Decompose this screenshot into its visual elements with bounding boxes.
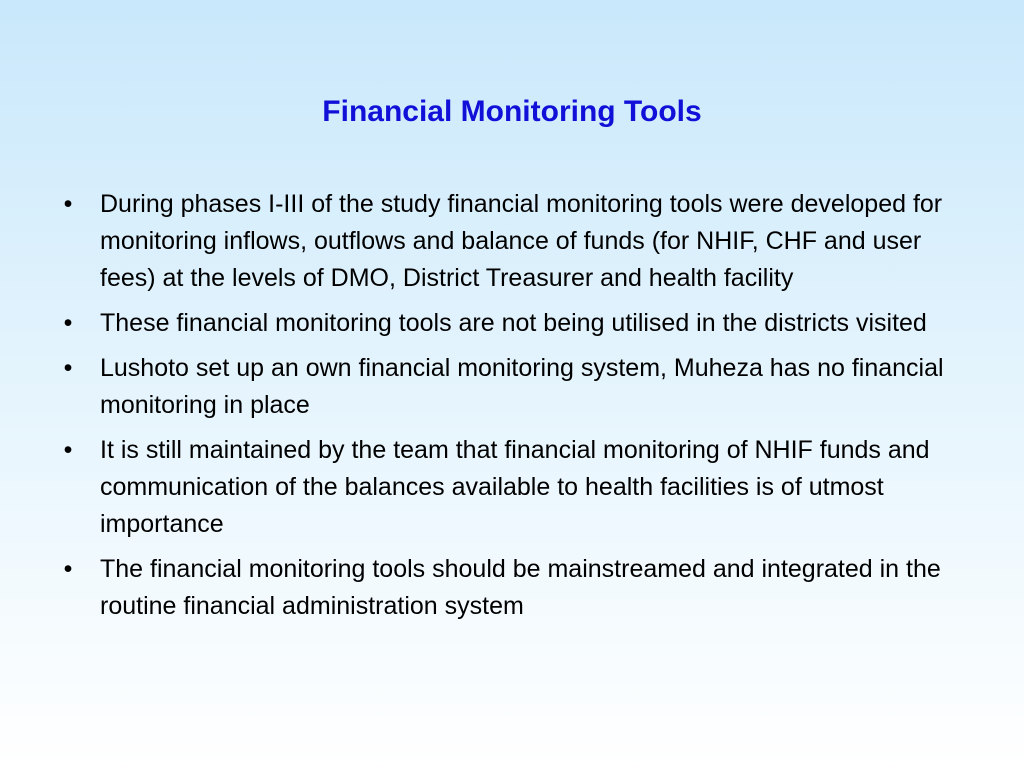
slide-title: Financial Monitoring Tools	[322, 95, 702, 128]
bullet-item	[58, 186, 978, 297]
bullet-text: It is still maintained by the team that financial monitoring of NHIF funds and communication of the balances available to health facilities is of utmost importance	[100, 436, 930, 538]
bullet-text: During phases I-III of the study financial monitoring tools were developed for monitoring inflows, outflows and balance of funds (for NHIF, CHF and user fees) at the levels of DMO, District Treasurer and health facility	[100, 190, 943, 292]
bullet-dot-icon: •	[63, 190, 73, 218]
bullet-dot-icon: •	[63, 436, 73, 464]
bullet-text: Lushoto set up an own financial monitoring system, Muheza has no financial monitoring in place	[100, 354, 944, 419]
bullet-item	[58, 350, 978, 424]
bullet-dot-icon: •	[63, 309, 73, 337]
bullet-text: The financial monitoring tools should be mainstreamed and integrated in the routine financial administration system	[100, 555, 941, 620]
bullet-item	[58, 551, 978, 625]
bullet-list	[58, 186, 978, 633]
bullet-item	[58, 432, 978, 543]
bullet-dot-icon: •	[63, 354, 73, 382]
bullet-item	[58, 305, 978, 342]
bullet-text: These financial monitoring tools are not being utilised in the districts visited	[100, 309, 927, 337]
bullet-dot-icon: •	[63, 555, 73, 583]
